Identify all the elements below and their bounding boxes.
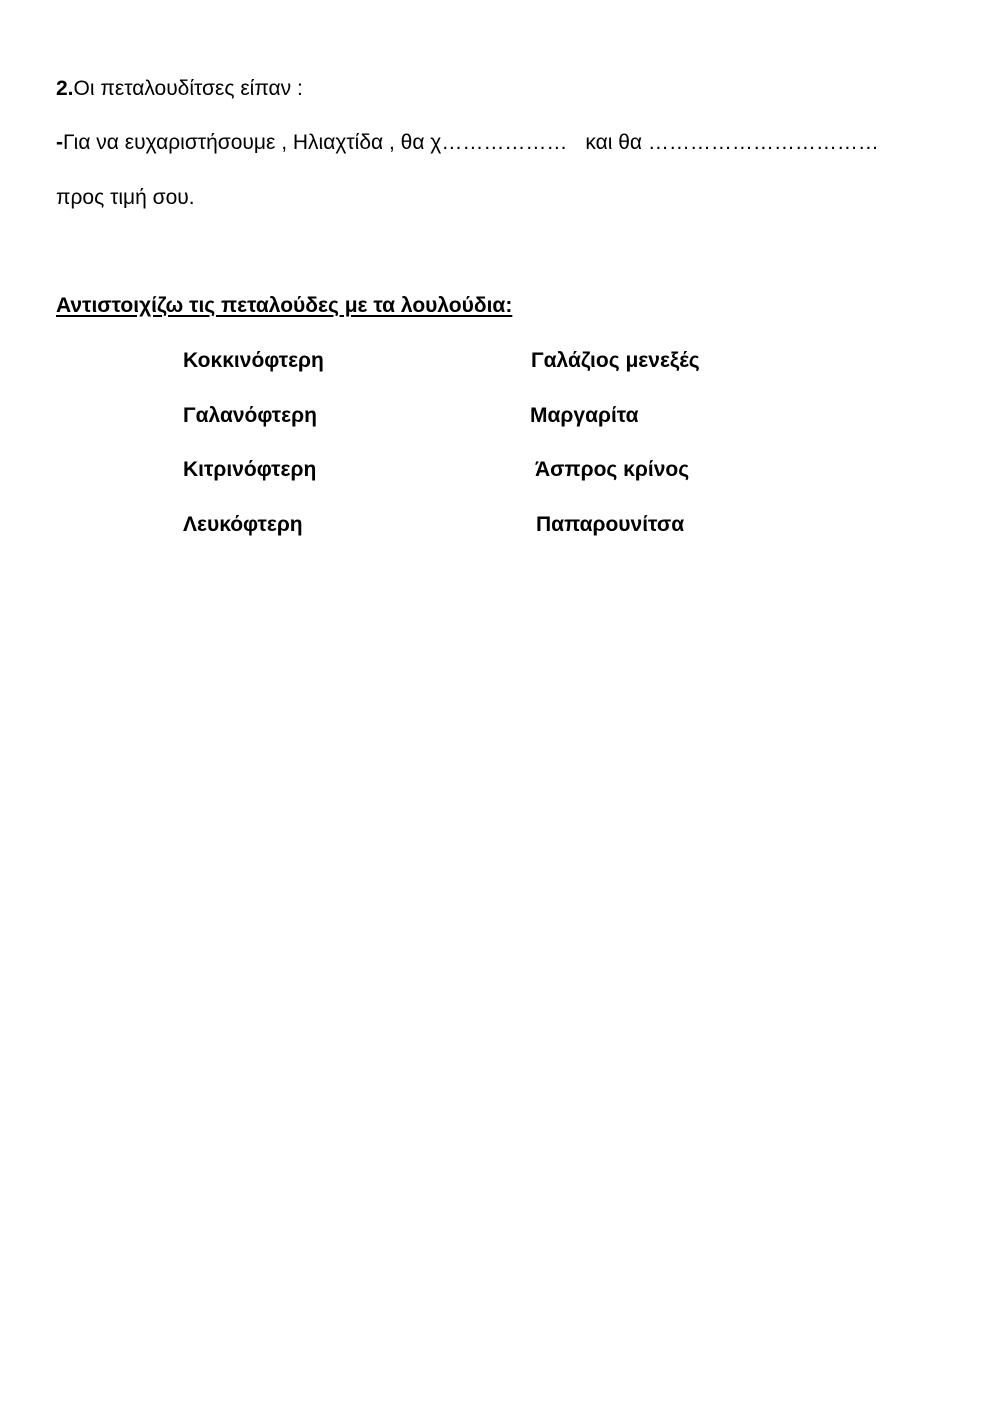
sentence-part-1: Για να ευχαριστήσουμε , Ηλιαχτίδα , θα χ……………… bbox=[63, 131, 568, 154]
flower-item: Μαργαρίτα bbox=[530, 404, 639, 427]
butterfly-item: Κιτρινόφτερη bbox=[183, 458, 317, 481]
butterfly-item: Γαλανόφτερη bbox=[183, 404, 317, 427]
butterfly-item: Κοκκινόφτερη bbox=[183, 349, 324, 372]
butterfly-item: Λευκόφτερη bbox=[183, 513, 303, 536]
fill-in-sentence bbox=[56, 129, 879, 157]
question-title-text: Οι πεταλουδίτσες είπαν : bbox=[73, 77, 303, 100]
question-number: 2. bbox=[56, 77, 74, 100]
sentence-continuation: προς τιμή σου. bbox=[56, 186, 195, 209]
sentence-dash: - bbox=[56, 131, 63, 154]
matching-heading: Αντιστοιχίζω τις πεταλούδες με τα λουλούδια: bbox=[56, 294, 513, 317]
flower-item: Άσπρος κρίνος bbox=[535, 458, 690, 481]
question-title bbox=[56, 75, 303, 103]
sentence-part-2: και θα …………………………… bbox=[585, 131, 879, 154]
flower-item: Παπαρουνίτσα bbox=[536, 513, 685, 536]
flower-item: Γαλάζιος μενεξές bbox=[531, 349, 700, 372]
